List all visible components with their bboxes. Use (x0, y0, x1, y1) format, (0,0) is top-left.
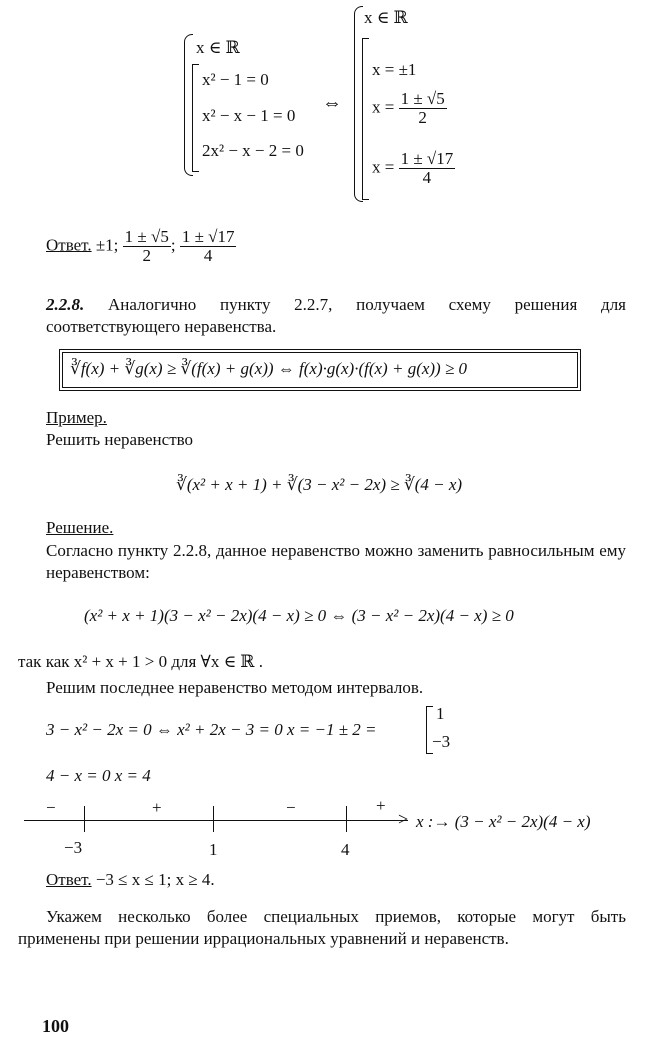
tick-1 (213, 806, 214, 832)
answer1-part1: ±1; (95, 235, 119, 255)
right-system-bracket (362, 38, 369, 200)
solution-since: так как x² + x + 1 > 0 для ∀x ∈ ℝ . (18, 652, 264, 671)
right-line4-fraction (399, 150, 456, 187)
sign-1: − (46, 798, 56, 817)
closing-text: Укажем несколько более специальных приемов, которые могут быть применены при решении иррациональных уравнений и неравенств. (18, 907, 626, 948)
left-system-line1: x ∈ ℝ (196, 38, 240, 57)
right-system-line4 (372, 150, 455, 187)
answer1-frac1-den: 2 (142, 246, 151, 265)
page-number: 100 (42, 1016, 69, 1036)
point-label-minus3: −3 (64, 838, 83, 857)
example-heading: Пример. (46, 408, 107, 427)
boxed-formula: ∛f(x) + ∛g(x) ≥ ∛(f(x) + g(x)) ⇔ f(x)·g(x)·(f(x) + g(x)) ≥ 0 (70, 359, 468, 378)
answer2-label: Ответ. (46, 870, 92, 889)
sign-4: + (376, 796, 386, 815)
right-system-line2: x = ±1 (372, 60, 417, 79)
right-line4-num: 1 ± √17 (400, 149, 454, 168)
left-system-line4: 2x² − x − 2 = 0 (202, 141, 304, 160)
answer1-label: Ответ. (46, 235, 92, 255)
answer1-frac2-num: 1 ± √17 (181, 227, 235, 246)
answer1-fraction1 (123, 228, 171, 265)
section-228-text: Аналогично пункту 2.2.7, получаем схему решения для соответствующего неравенства. (46, 295, 626, 336)
answer1-sep: ; (170, 235, 176, 255)
answer1-frac1-num: 1 ± √5 (124, 227, 169, 246)
right-system-line1: x ∈ ℝ (364, 8, 408, 27)
number-line-label: x :→ (3 − x² − 2x)(4 − x) (416, 812, 591, 831)
root-a: 1 (436, 704, 445, 723)
section-228-number: 2.2.8. (46, 295, 85, 314)
equiv-symbol: ⇔ (322, 92, 342, 114)
tick-4 (346, 806, 347, 832)
solution-text2: Решим последнее неравенство методом интервалов. (46, 678, 424, 697)
sign-2: + (152, 798, 162, 817)
right-line3-den: 2 (418, 108, 427, 127)
right-line4-prefix: x = (372, 157, 395, 177)
solution-equivalent: (x² + x + 1)(3 − x² − 2x)(4 − x) ≥ 0 ⇔ (3 − x² − 2x)(4 − x) ≥ 0 (84, 606, 514, 625)
answer1 (46, 228, 236, 265)
right-line4-den: 4 (422, 168, 432, 187)
sign-3: − (286, 798, 296, 817)
right-system-line3 (372, 90, 447, 127)
point-label-1: 1 (209, 840, 218, 859)
answer2 (46, 870, 215, 890)
right-line3-prefix: x = (372, 97, 395, 117)
example-inequality: ∛(x² + x + 1) + ∛(3 − x² − 2x) ≥ ∛(4 − x) (176, 475, 463, 494)
solution-heading: Решение. (46, 518, 114, 537)
point-label-4: 4 (341, 840, 350, 859)
root-b: −3 (432, 732, 451, 751)
answer1-fraction2 (180, 228, 237, 265)
solution-text1: Согласно пункту 2.2.8, данное неравенство можно заменить равносильным ему неравенством: (46, 541, 626, 582)
left-system-bracket (192, 64, 199, 172)
number-line-arrow: > (398, 809, 409, 829)
right-line3-fraction (399, 90, 447, 127)
number-line-axis (24, 820, 408, 821)
answer2-text: −3 ≤ x ≤ 1; x ≥ 4. (91, 870, 215, 889)
right-line3-num: 1 ± √5 (400, 89, 445, 108)
left-system-line3: x² − x − 1 = 0 (202, 106, 296, 125)
example-task: Решить неравенство (46, 430, 194, 449)
answer1-frac2-den: 4 (203, 246, 213, 265)
tick-minus3 (84, 806, 85, 832)
left-system-line2: x² − 1 = 0 (202, 70, 269, 89)
solution-roots-eq: 3 − x² − 2x = 0 ⇔ x² + 2x − 3 = 0 x = −1 ± 2 = (46, 720, 377, 739)
section-228 (46, 294, 626, 338)
solution-eq2: 4 − x = 0 x = 4 (46, 766, 151, 785)
